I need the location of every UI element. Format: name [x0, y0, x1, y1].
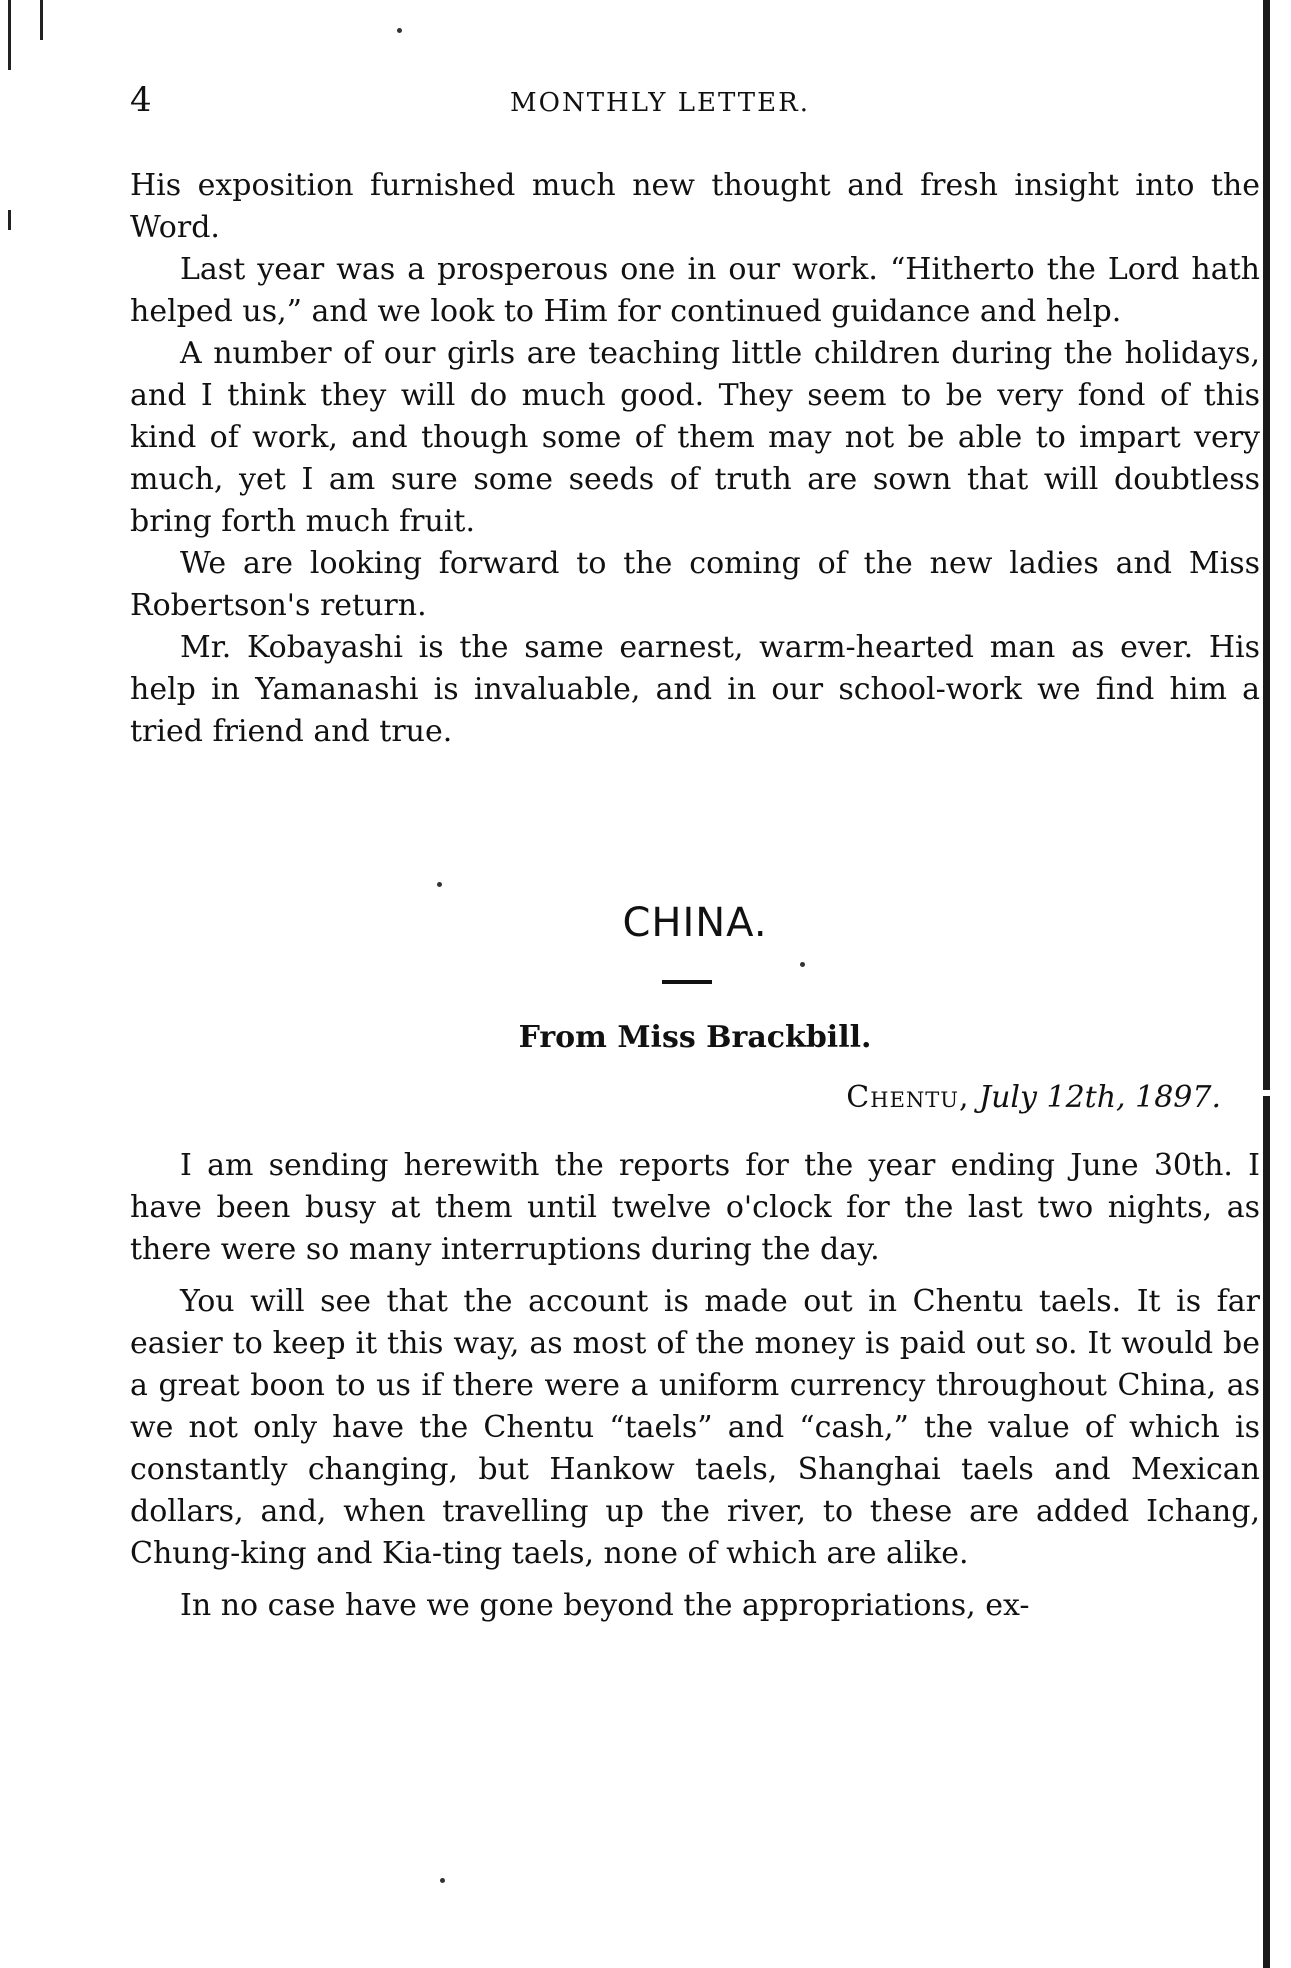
- dateline-place: Chentu,: [846, 1080, 970, 1115]
- scan-speck: [440, 1878, 445, 1883]
- page-edge-rule: [1263, 0, 1270, 1968]
- paragraph: Last year was a prosperous one in our work. “Hitherto the Lord hath helped us,” and we look to Him for continued guidance and help.: [130, 252, 1260, 329]
- paragraph: We are looking forward to the coming of the new ladies and Miss Robertson's return.: [130, 546, 1260, 623]
- paragraph: In no case have we gone beyond the appropriations, ex-: [180, 1588, 1030, 1623]
- paragraph: His exposition furnished much new thought and fresh insight into the Word.: [130, 168, 1260, 245]
- scan-mark-left: [8, 0, 11, 70]
- scan-speck: [397, 28, 402, 33]
- section-japan-continued: [130, 165, 1260, 753]
- paragraph: A number of our girls are teaching little children during the holidays, and I think they will do much good. They seem to be very fond of this kind of work, and though some of them may not be able to impart very much, yet I am sure some seeds of truth are sown that will doubtless bring forth much fruit.: [130, 336, 1260, 539]
- section-china-body: [130, 1145, 1260, 1637]
- title-rule: [662, 980, 712, 984]
- scan-mark-left-3: [8, 210, 11, 230]
- scan-speck: [437, 882, 442, 887]
- dateline-date: July 12th, 1897.: [979, 1080, 1221, 1115]
- page-number: 4: [130, 80, 152, 120]
- dateline: [846, 1080, 1221, 1115]
- page-header: [130, 80, 1260, 130]
- scan-mark-left-2: [40, 0, 43, 40]
- paragraph: Mr. Kobayashi is the same earnest, warm-hearted man as ever. His help in Yamanashi is invaluable, and in our school-work we find him a tried friend and true.: [130, 630, 1260, 749]
- running-head: MONTHLY LETTER.: [510, 88, 810, 118]
- section-title: CHINA.: [622, 900, 768, 946]
- letter-from: From Miss Brackbill.: [518, 1020, 872, 1055]
- paragraph: I am sending herewith the reports for the year ending June 30th. I have been busy at them until twelve o'clock for the last two nights, as there were so many interruptions during the day.: [130, 1148, 1260, 1267]
- page-edge-gap: [1263, 1090, 1270, 1096]
- scan-speck: [800, 962, 805, 967]
- paragraph: You will see that the account is made out in Chentu taels. It is far easier to keep it this way, as most of the money is paid out so. It would be a great boon to us if there were a uniform currency throughout China, as we not only have the Chentu “taels” and “cash,” the value of which is constantly changing, but Hankow taels, Shanghai taels and Mexican dollars, and, when travelling up the river, to these are added Ichang, Chung-king and Kia-ting taels, none of which are alike.: [130, 1284, 1260, 1571]
